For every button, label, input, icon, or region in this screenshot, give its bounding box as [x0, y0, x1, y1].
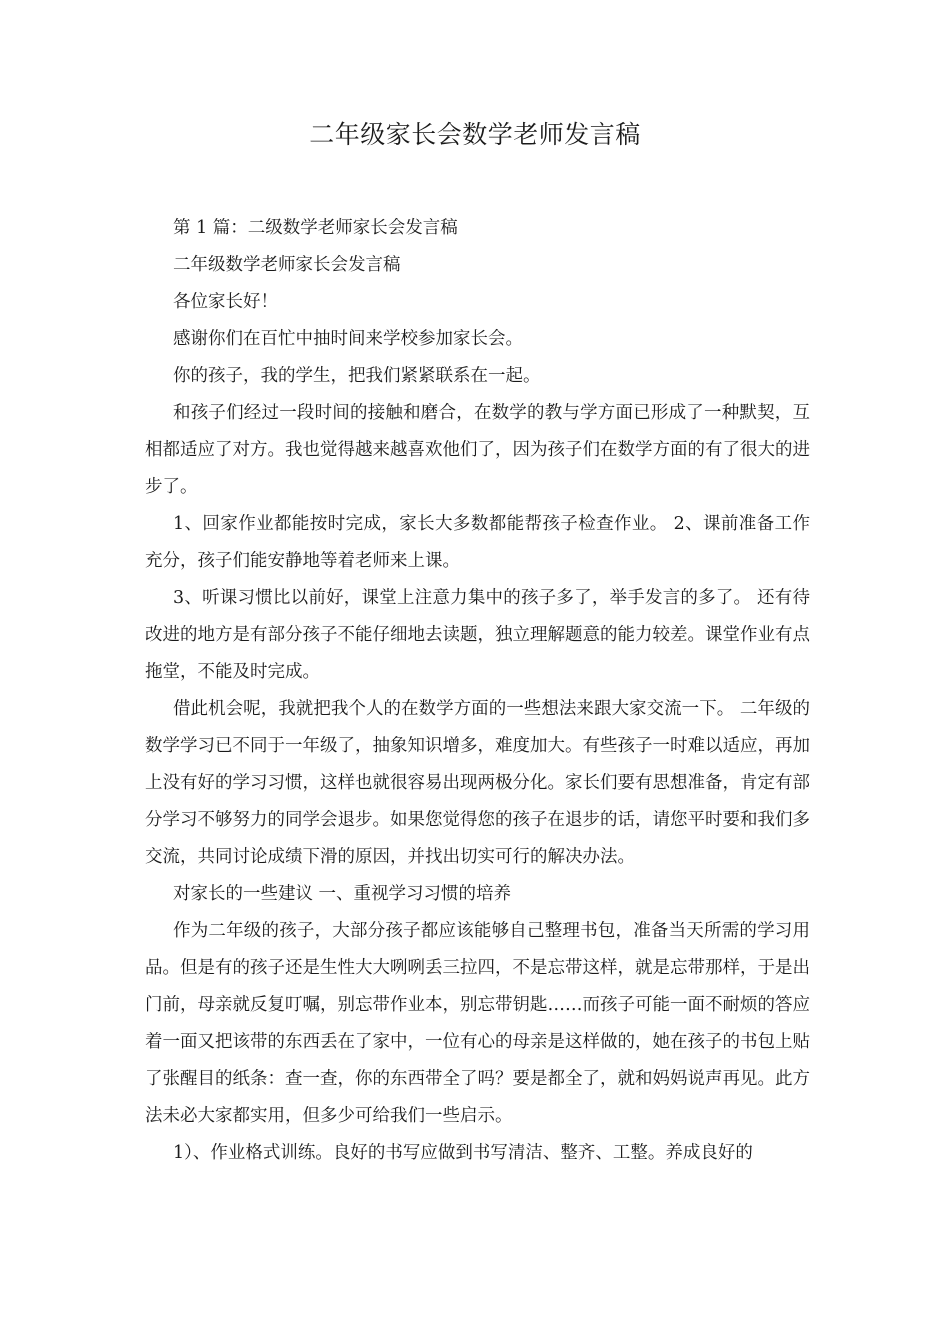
paragraph-11: 作为二年级的孩子，大部分孩子都应该能够自己整理书包，准备当天所需的学习用品。但是有的孩子还是生性大大咧咧丢三拉四，不是忘带这样，就是忘带那样，于是出门前，母亲就反复叮嘱，别忘带作业本，别忘带钥匙……而孩子可能一面不耐烦的答应着一面又把该带的东西丢在了家中，一位有心的母亲是这样做的，她在孩子的书包上贴了张醒目的纸条：查一查，你的东西带全了吗？要是都全了，就和妈妈说声再见。此方法未必大家都实用，但多少可给我们一些启示。	[145, 921, 810, 1126]
document-body	[145, 210, 810, 1172]
paragraph-6: 和孩子们经过一段时间的接触和磨合，在数学的教与学方面已形成了一种默契，互相都适应了对方。我也觉得越来越喜欢他们了，因为孩子们在数学方面的有了很大的进步了。	[145, 403, 810, 497]
paragraph-3: 各位家长好！	[173, 292, 278, 312]
paragraph-5: 你的孩子，我的学生，把我们紧紧联系在一起。	[173, 366, 541, 386]
paragraph-12: 1）、作业格式训练。良好的书写应做到书写清洁、整齐、工整。养成良好的	[173, 1143, 753, 1163]
paragraph-8: 3、听课习惯比以前好，课堂上注意力集中的孩子多了，举手发言的多了。 还有待改进的地方是有部分孩子不能仔细地去读题，独立理解题意的能力较差。课堂作业有点拖堂，不能及时完成。	[145, 588, 810, 682]
paragraph-4: 感谢你们在百忙中抽时间来学校参加家长会。	[173, 329, 523, 349]
paragraph-7: 1、回家作业都能按时完成，家长大多数都能帮孩子检查作业。 2、课前准备工作充分，孩子们能安静地等着老师来上课。	[145, 514, 810, 571]
paragraph-1: 第 1 篇：二级数学老师家长会发言稿	[173, 218, 458, 238]
paragraph-9: 借此机会呢，我就把我个人的在数学方面的一些想法来跟大家交流一下。 二年级的数学学习已不同于一年级了，抽象知识增多，难度加大。有些孩子一时难以适应，再加上没有好的学习习惯，这样也就很容易出现两极分化。家长们要有思想准备，肯定有部分学习不够努力的同学会退步。如果您觉得您的孩子在退步的话，请您平时要和我们多交流，共同讨论成绩下滑的原因，并找出切实可行的解决办法。	[145, 699, 810, 867]
document-title: 二年级家长会数学老师发言稿	[309, 120, 641, 149]
paragraph-10: 对家长的一些建议 一、重视学习习惯的培养	[173, 884, 512, 904]
paragraph-2: 二年级数学老师家长会发言稿	[173, 255, 401, 275]
